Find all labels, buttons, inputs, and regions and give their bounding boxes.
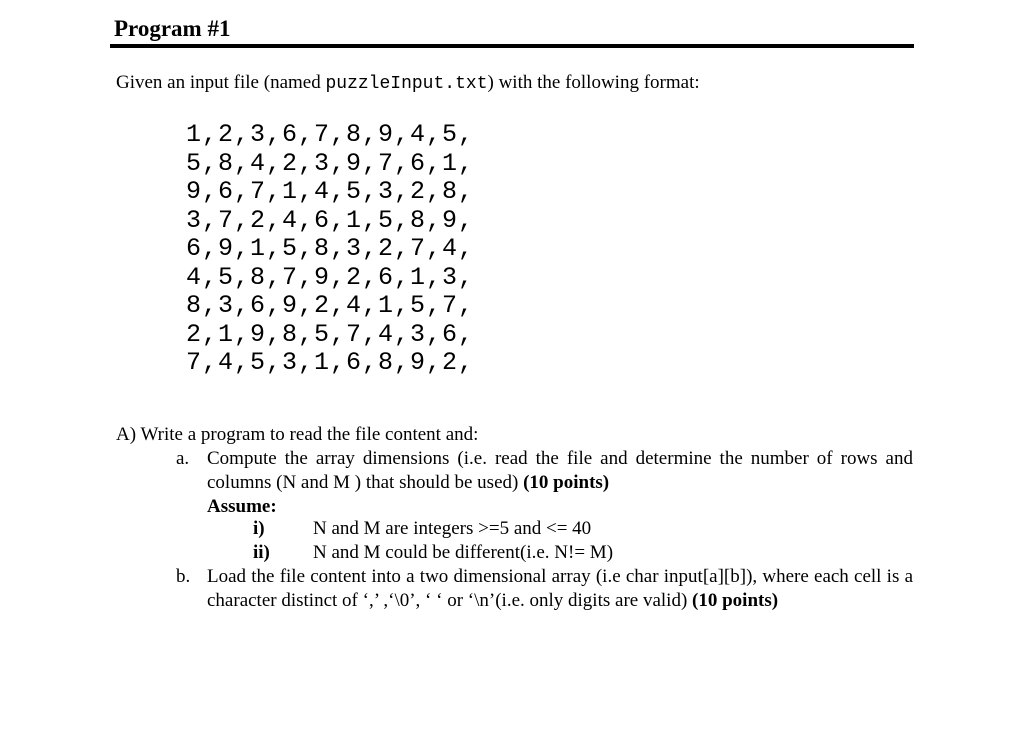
- data-row: 6,9,1,5,8,3,2,7,4,: [186, 234, 475, 263]
- item-a-marker: a.: [176, 448, 190, 469]
- file-content-block: [186, 121, 474, 378]
- assumption-ii-text: N and M could be different(i.e. N!= M): [313, 542, 614, 563]
- item-a-body: Compute the array dimensions (i.e. read the file and determine the number of rows and columns (N and M ) that should be used): [207, 448, 913, 493]
- title-underline: [110, 44, 914, 48]
- task-a-text: Write a program to read the file content and:: [140, 424, 479, 445]
- data-row: 4,5,8,7,9,2,6,1,3,: [186, 262, 475, 292]
- assume-label: Assume:: [207, 496, 277, 517]
- item-a-points: (10 points): [523, 472, 610, 493]
- item-a-text: [207, 447, 913, 495]
- task-a-label: A): [116, 424, 137, 445]
- item-b-body: Load the file content into a two dimensional array (i.e char input[a][b]), where each cell is a character distinct of ‘,’ ,‘\0’, ‘ ‘ or ‘\n’(i.e. only digits are valid): [207, 566, 913, 611]
- data-row: 8,3,6,9,2,4,1,5,7,: [186, 291, 475, 320]
- data-row: 3,7,2,4,6,1,5,8,9,: [186, 205, 475, 235]
- intro-before: Given an input file (named: [116, 72, 326, 93]
- item-b-marker: b.: [176, 566, 191, 587]
- data-row: 1,2,3,6,7,8,9,4,5,: [186, 120, 475, 149]
- assumption-i-marker: i): [253, 518, 265, 539]
- data-row: 7,4,5,3,1,6,8,9,2,: [186, 348, 475, 377]
- intro-sentence: [116, 70, 700, 97]
- data-row: 9,6,7,1,4,5,3,2,8,: [186, 177, 475, 206]
- input-filename: puzzleInput.txt: [325, 74, 488, 94]
- intro-after: ) with the following format:: [487, 72, 700, 93]
- program-title: Program #1: [114, 16, 231, 41]
- item-b-text: [207, 565, 913, 613]
- assumption-i-text: N and M are integers >=5 and <= 40: [313, 518, 592, 539]
- task-a-heading: [116, 423, 478, 447]
- data-row: 2,1,9,8,5,7,4,3,6,: [186, 319, 475, 349]
- assumption-ii-marker: ii): [253, 542, 270, 563]
- data-row: 5,8,4,2,3,9,7,6,1,: [186, 148, 475, 178]
- item-b-points: (10 points): [692, 590, 779, 611]
